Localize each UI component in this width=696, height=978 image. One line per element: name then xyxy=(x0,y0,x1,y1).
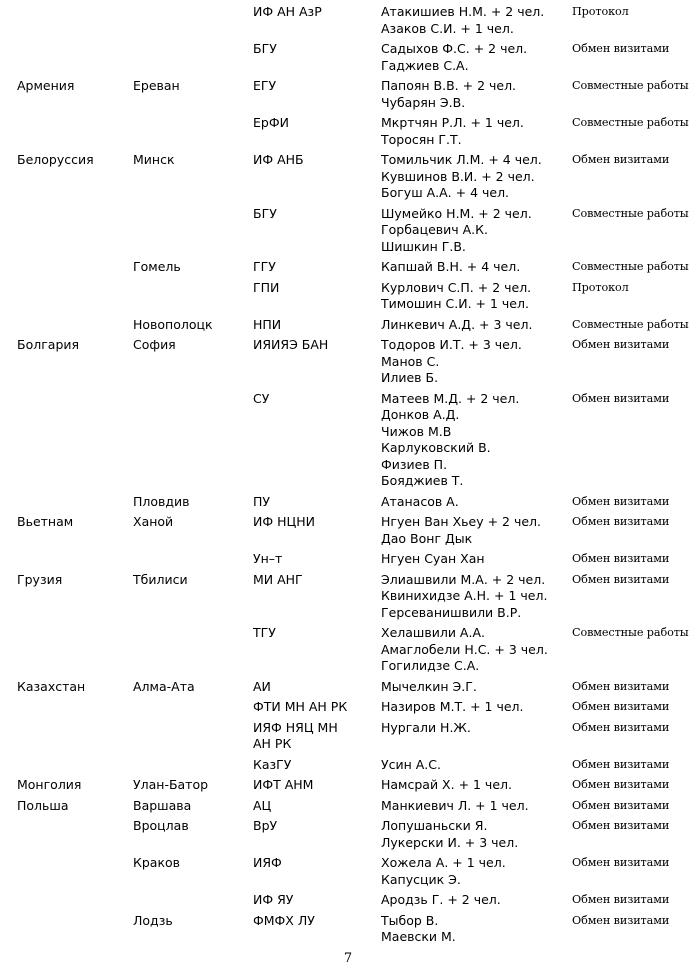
participants-cell xyxy=(381,909,572,946)
organization-cell xyxy=(253,148,381,202)
organization-line: ИФ АНБ xyxy=(253,152,304,167)
participant-name: Мкртчян Р.Л. + 1 чел. xyxy=(381,115,524,130)
participant-name: Курлович С.П. + 2 чел. xyxy=(381,279,532,295)
table-row xyxy=(17,37,692,74)
country-cell: Белоруссия xyxy=(17,152,94,167)
participants-cell xyxy=(381,148,572,202)
table-row xyxy=(17,490,692,511)
contacts-table-body xyxy=(17,4,692,946)
country-cell xyxy=(17,37,133,74)
country-cell xyxy=(17,814,133,851)
organization-line: ИЯФ xyxy=(253,855,282,870)
participant-name: Маевски М. xyxy=(381,929,456,944)
cooperation-type-cell: Обмен визитами xyxy=(572,338,670,351)
participant-name: Матеев М.Д. + 2 чел. xyxy=(381,390,520,406)
country-cell xyxy=(17,716,133,753)
organization-cell xyxy=(253,716,381,753)
country-cell: Грузия xyxy=(17,571,63,587)
participants-cell xyxy=(381,4,572,37)
organization-line: ТГУ xyxy=(253,625,276,640)
cooperation-type-cell: Обмен визитами xyxy=(572,153,670,166)
participants-cell xyxy=(381,675,572,696)
city-cell xyxy=(133,888,253,909)
city-cell: Лодзь xyxy=(133,912,173,928)
organization-cell xyxy=(253,814,381,851)
city-cell: Улан-Батор xyxy=(133,777,209,792)
table-row xyxy=(17,4,692,37)
participant-name: Нгуен Ван Хьеу + 2 чел. xyxy=(381,514,541,529)
organization-cell xyxy=(253,909,381,946)
participant-name: Нургали Н.Ж. xyxy=(381,719,471,735)
city-cell: Варшава xyxy=(133,797,192,813)
city-cell: Гомель xyxy=(133,259,181,274)
country-cell: Казахстан xyxy=(17,678,86,694)
participant-name: Томильчик Л.М. + 4 чел. xyxy=(381,152,542,167)
city-cell xyxy=(133,37,253,74)
cooperation-type-cell: Протокол xyxy=(572,5,629,18)
participant-name: Намсрай Х. + 1 чел. xyxy=(381,777,512,792)
participant-name: Амаглобели Н.С. + 3 чел. xyxy=(381,641,548,657)
participant-name: Богуш А.А. + 4 чел. xyxy=(381,185,510,200)
organization-line: ФМФХ ЛУ xyxy=(253,912,315,928)
table-row xyxy=(17,148,692,202)
city-cell xyxy=(133,695,253,716)
cooperation-type-cell: Совместные работы xyxy=(572,626,689,639)
organization-line: КазГУ xyxy=(253,756,292,772)
city-cell xyxy=(133,111,253,148)
cooperation-type-cell: Совместные работы xyxy=(572,206,689,220)
organization-line: МИ АНГ xyxy=(253,571,303,587)
participant-name: Тодоров И.Т. + 3 чел. xyxy=(381,337,522,352)
city-cell xyxy=(133,4,253,37)
organization-line: ФТИ МН АН РК xyxy=(253,699,348,714)
table-row xyxy=(17,111,692,148)
table-row xyxy=(17,276,692,313)
table-row xyxy=(17,74,692,111)
participant-name: Нгуен Суан Хан xyxy=(381,551,485,566)
table-row xyxy=(17,202,692,256)
participant-name: Тыбор В. xyxy=(381,912,439,928)
cooperation-type-cell: Совместные работы xyxy=(572,317,689,331)
participants-cell xyxy=(381,888,572,909)
organization-line: НПИ xyxy=(253,316,282,332)
participant-name: Атакишиев Н.М. + 2 чел. xyxy=(381,4,545,19)
organization-cell xyxy=(253,255,381,276)
organization-cell xyxy=(253,675,381,696)
country-cell xyxy=(17,202,133,256)
participants-cell xyxy=(381,111,572,148)
city-cell: Минск xyxy=(133,152,175,167)
participant-name: Гаджиев С.А. xyxy=(381,57,469,73)
table-row xyxy=(17,333,692,387)
participant-name: Назиров М.Т. + 1 чел. xyxy=(381,699,524,714)
cooperation-type-cell: Совместные работы xyxy=(572,260,689,273)
participant-name: Атанасов А. xyxy=(381,493,459,509)
participant-name: Илиев Б. xyxy=(381,370,439,385)
participant-name: Горбацевич А.К. xyxy=(381,222,488,237)
organization-line: Ун–т xyxy=(253,551,283,566)
table-row xyxy=(17,621,692,675)
country-cell xyxy=(17,753,133,774)
country-cell xyxy=(17,255,133,276)
participant-name: Хожела А. + 1 чел. xyxy=(381,855,506,870)
city-cell: Алма-Ата xyxy=(133,678,195,694)
city-cell: Пловдив xyxy=(133,493,190,509)
table-row xyxy=(17,851,692,888)
organization-cell xyxy=(253,387,381,490)
organization-cell xyxy=(253,851,381,888)
country-cell xyxy=(17,909,133,946)
city-cell xyxy=(133,547,253,568)
country-cell: Армения xyxy=(17,78,75,93)
participants-cell xyxy=(381,313,572,334)
organization-cell xyxy=(253,313,381,334)
organization-line: ГПИ xyxy=(253,279,280,295)
participant-name: Шумейко Н.М. + 2 чел. xyxy=(381,205,532,221)
participant-name: Донков А.Д. xyxy=(381,407,460,422)
organization-line: ЕрФИ xyxy=(253,115,289,130)
participant-name: Азаков С.И. + 1 чел. xyxy=(381,20,514,36)
organization-cell xyxy=(253,753,381,774)
participant-name: Лукерски И. + 3 чел. xyxy=(381,834,519,850)
organization-line: ИФТ АНМ xyxy=(253,777,314,792)
cooperation-type-cell: Обмен визитами xyxy=(572,515,670,528)
table-row xyxy=(17,814,692,851)
city-cell xyxy=(133,202,253,256)
participant-name: Манов С. xyxy=(381,353,440,369)
organization-line: ИФ НЦНИ xyxy=(253,514,315,529)
city-cell: Вроцлав xyxy=(133,818,189,833)
organization-line: ИФ АН АзР xyxy=(253,4,322,19)
country-cell xyxy=(17,387,133,490)
participants-cell xyxy=(381,255,572,276)
city-cell: Ереван xyxy=(133,78,180,93)
organization-cell xyxy=(253,773,381,794)
organization-line: ИФ ЯУ xyxy=(253,892,294,907)
cooperation-type-cell: Обмен визитами xyxy=(572,700,670,713)
table-row xyxy=(17,568,692,622)
country-cell: Монголия xyxy=(17,777,82,792)
cooperation-type-cell: Обмен визитами xyxy=(572,552,670,565)
organization-cell xyxy=(253,794,381,815)
participants-cell xyxy=(381,333,572,387)
organization-cell xyxy=(253,276,381,313)
participant-name: Шишкин Г.В. xyxy=(381,238,466,254)
cooperation-type-cell: Совместные работы xyxy=(572,79,689,92)
participants-cell xyxy=(381,510,572,547)
cooperation-type-cell: Обмен визитами xyxy=(572,819,670,832)
cooperation-type-cell: Обмен визитами xyxy=(572,494,670,508)
country-cell xyxy=(17,4,133,37)
participants-cell xyxy=(381,568,572,622)
participants-cell xyxy=(381,276,572,313)
participant-name: Тимошин С.И. + 1 чел. xyxy=(381,296,529,311)
cooperation-type-cell: Обмен визитами xyxy=(572,679,670,693)
organization-cell xyxy=(253,695,381,716)
cooperation-type-cell: Совместные работы xyxy=(572,116,689,129)
table-row xyxy=(17,753,692,774)
table-row xyxy=(17,255,692,276)
organization-cell xyxy=(253,510,381,547)
organization-line: СУ xyxy=(253,390,270,406)
table-row xyxy=(17,675,692,696)
country-cell xyxy=(17,695,133,716)
table-row xyxy=(17,888,692,909)
cooperation-type-cell: Обмен визитами xyxy=(572,778,670,791)
participants-cell xyxy=(381,621,572,675)
participant-name: Линкевич А.Д. + 3 чел. xyxy=(381,316,533,332)
table-row xyxy=(17,909,692,946)
cooperation-type-cell: Обмен визитами xyxy=(572,42,670,55)
participant-name: Квинихидзе А.Н. + 1 чел. xyxy=(381,588,548,603)
organization-cell xyxy=(253,547,381,568)
country-cell: Болгария xyxy=(17,337,80,352)
city-cell xyxy=(133,621,253,675)
country-cell: Польша xyxy=(17,797,69,813)
participant-name: Мычелкин Э.Г. xyxy=(381,678,477,694)
participant-name: Элиашвили М.А. + 2 чел. xyxy=(381,571,546,587)
country-cell xyxy=(17,313,133,334)
city-cell: Ханой xyxy=(133,514,174,529)
cooperation-type-cell: Обмен визитами xyxy=(572,720,670,734)
table-row xyxy=(17,313,692,334)
contacts-table xyxy=(17,4,692,946)
participant-name: Чижов М.В xyxy=(381,423,452,439)
participant-name: Дао Вонг Дык xyxy=(381,530,473,546)
participants-cell xyxy=(381,547,572,568)
cooperation-type-cell: Протокол xyxy=(572,280,629,294)
organization-line: ИЯИЯЭ БАН xyxy=(253,337,329,352)
cooperation-type-cell: Обмен визитами xyxy=(572,893,670,906)
organization-cell xyxy=(253,568,381,622)
participants-cell xyxy=(381,202,572,256)
table-row xyxy=(17,716,692,753)
table-row xyxy=(17,695,692,716)
participants-cell xyxy=(381,716,572,753)
participant-name: Герсеванишвили В.Р. xyxy=(381,604,522,620)
table-row xyxy=(17,794,692,815)
participants-cell xyxy=(381,794,572,815)
participant-name: Капшай В.Н. + 4 чел. xyxy=(381,259,521,274)
participants-cell xyxy=(381,814,572,851)
participant-name: Лопушаньски Я. xyxy=(381,818,488,833)
participant-name: Ародзь Г. + 2 чел. xyxy=(381,892,501,907)
cooperation-type-cell: Обмен визитами xyxy=(572,856,670,869)
table-row xyxy=(17,547,692,568)
city-cell xyxy=(133,276,253,313)
organization-cell xyxy=(253,4,381,37)
organization-line: БГУ xyxy=(253,205,277,221)
participant-name: Кувшинов В.И. + 2 чел. xyxy=(381,168,535,184)
participants-cell xyxy=(381,387,572,490)
organization-cell xyxy=(253,621,381,675)
participant-name: Чубарян Э.В. xyxy=(381,94,466,110)
organization-line: ИЯФ НЯЦ МН xyxy=(253,719,338,735)
city-cell: София xyxy=(133,337,176,352)
organization-line: АИ xyxy=(253,678,271,694)
participants-cell xyxy=(381,37,572,74)
participant-name: Усин А.С. xyxy=(381,756,441,772)
country-cell: Вьетнам xyxy=(17,514,74,529)
organization-cell xyxy=(253,888,381,909)
city-cell xyxy=(133,387,253,490)
organization-cell xyxy=(253,202,381,256)
city-cell: Краков xyxy=(133,855,181,870)
table-row xyxy=(17,510,692,547)
participant-name: Торосян Г.Т. xyxy=(381,131,462,147)
table-row xyxy=(17,773,692,794)
cooperation-type-cell: Обмен визитами xyxy=(572,572,670,586)
country-cell xyxy=(17,888,133,909)
participant-name: Папоян В.В. + 2 чел. xyxy=(381,78,517,93)
participant-name: Физиев П. xyxy=(381,456,448,472)
country-cell xyxy=(17,851,133,888)
city-cell xyxy=(133,716,253,753)
city-cell xyxy=(133,753,253,774)
organization-cell xyxy=(253,490,381,511)
cooperation-type-cell: Обмен визитами xyxy=(572,391,670,405)
organization-line: БГУ xyxy=(253,41,277,56)
organization-line: АН РК xyxy=(253,736,292,751)
country-cell xyxy=(17,111,133,148)
participant-name: Карлуковский В. xyxy=(381,440,491,455)
participants-cell xyxy=(381,851,572,888)
organization-cell xyxy=(253,111,381,148)
participants-cell xyxy=(381,74,572,111)
participant-name: Садыхов Ф.С. + 2 чел. xyxy=(381,41,528,56)
participants-cell xyxy=(381,773,572,794)
organization-line: АЦ xyxy=(253,797,272,813)
country-cell xyxy=(17,621,133,675)
organization-cell xyxy=(253,74,381,111)
page-number: 7 xyxy=(343,951,353,966)
participant-name: Хелашвили А.А. xyxy=(381,625,485,640)
participant-name: Гогилидзе С.А. xyxy=(381,658,480,673)
participants-cell xyxy=(381,490,572,511)
organization-line: ВрУ xyxy=(253,818,278,833)
organization-line: ПУ xyxy=(253,493,271,509)
participants-cell xyxy=(381,753,572,774)
cooperation-type-cell: Обмен визитами xyxy=(572,757,670,771)
country-cell xyxy=(17,490,133,511)
country-cell xyxy=(17,547,133,568)
participants-cell xyxy=(381,695,572,716)
city-cell: Тбилиси xyxy=(133,571,188,587)
table-row xyxy=(17,387,692,490)
participant-name: Бояджиев Т. xyxy=(381,473,464,488)
city-cell: Новополоцк xyxy=(133,316,213,332)
organization-cell xyxy=(253,37,381,74)
cooperation-type-cell: Обмен визитами xyxy=(572,913,670,927)
organization-line: ЕГУ xyxy=(253,78,277,93)
country-cell xyxy=(17,276,133,313)
participant-name: Манкиевич Л. + 1 чел. xyxy=(381,797,529,813)
participant-name: Капусцик Э. xyxy=(381,871,461,887)
cooperation-type-cell: Обмен визитами xyxy=(572,798,670,812)
organization-cell xyxy=(253,333,381,387)
organization-line: ГГУ xyxy=(253,259,276,274)
